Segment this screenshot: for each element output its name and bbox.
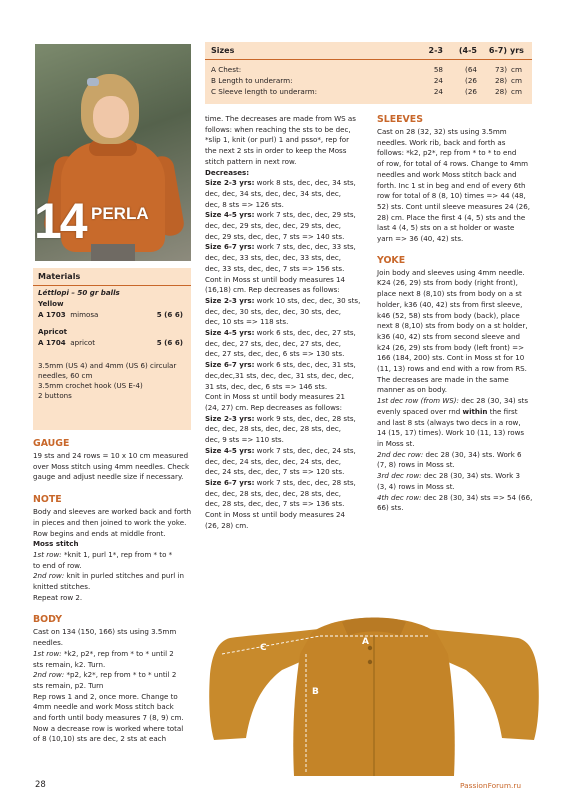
size-label: Size 4-5 yrs:	[205, 210, 255, 220]
sizes-row-value: 73)	[495, 65, 507, 74]
text-line: Cont in Moss st until body measures 24	[205, 510, 346, 520]
text-line: (16,18) cm. Rep decreases as follows:	[205, 285, 340, 295]
text-line: time. The decreases are made from WS as	[205, 114, 356, 123]
watermark: PassionForum.ru	[460, 781, 522, 790]
yarn-title: Léttlopi – 50 gr balls	[38, 288, 120, 297]
sizes-row-label: B Length to underarm:	[211, 76, 293, 85]
text-line: (7, 8) rows in Moss st.	[377, 460, 455, 470]
text-line: forth. Inc 1 st in beg and end of every 6th	[377, 180, 526, 190]
row-label: 2nd row:	[33, 670, 65, 680]
text-line: Cont in Moss st until body measures 21	[205, 392, 346, 402]
text-line: dec, 29 sts, dec, dec, 7 sts => 140 sts.	[205, 231, 345, 241]
text-line: K24 (26, 29) sts from body (right front),	[377, 278, 518, 288]
text-line: dec, 27 sts, dec, dec, 6 sts => 130 sts.	[205, 349, 345, 359]
text-line: holder, k36 (40, 42) sts from first sleeve,	[377, 299, 523, 309]
text-line: dec, dec, 33 sts, dec, dec, 33 sts, dec,	[205, 253, 342, 263]
color-qty: 5 (6 6)	[156, 338, 183, 347]
text-line: dec, dec, 30 sts, dec, dec, 30 sts, dec,	[205, 306, 342, 316]
photo-hair-bow	[87, 78, 99, 86]
pattern-number: 14	[34, 193, 86, 249]
text-line: k46 (52, 58) sts from body (back), place	[377, 310, 520, 320]
color-line	[38, 338, 95, 348]
text-line: and forth until body measures 7 (8, 9) cm.	[33, 713, 184, 723]
color-code: A 1704	[38, 338, 66, 347]
size-text: work 10 sts, dec, dec, 30 sts,	[254, 295, 361, 305]
color-group: Yellow	[38, 299, 64, 308]
text-line: dec, dec, 28 sts, dec, dec, 28 sts, dec,	[205, 424, 342, 434]
sizes-row-value: 58	[433, 65, 443, 74]
gauge-heading: GAUGE	[33, 438, 70, 449]
text-line: dec, dec, 29 sts, dec, dec, 29 sts, dec,	[205, 221, 342, 231]
sizes-row-label: A Chest:	[211, 65, 242, 74]
text-line	[33, 649, 193, 660]
text-line: 52) sts. Cont until sleeve measures 24 (26,	[377, 201, 530, 211]
size-label: Size 6-7 yrs:	[205, 360, 255, 370]
text-line: 31 sts, dec, dec, 6 sts => 146 sts.	[205, 381, 328, 391]
text-line: sts remain, p2. Turn	[33, 680, 104, 690]
sizes-row-value: (26	[465, 87, 477, 96]
text-line: needles and work Moss stitch back and	[377, 169, 517, 179]
row-label: 2nd row:	[33, 571, 65, 581]
left-column	[33, 438, 193, 745]
sizes-row-value: 28)	[495, 87, 507, 96]
text-line: dec, 8 sts => 126 sts.	[205, 199, 284, 209]
sizes-row-value: 24	[433, 87, 443, 96]
text-line	[205, 360, 370, 371]
text-line	[377, 471, 537, 482]
sizes-header-size1: 2-3	[428, 46, 443, 55]
text-line: of 8 (10,10) sts are dec, 2 sts at each	[33, 734, 167, 744]
emphasis: within	[462, 406, 488, 416]
row-label: 2nd dec row:	[377, 449, 424, 459]
color-code: A 1703	[38, 310, 66, 319]
text-line: and last 8 sts (always two decs in a row,	[377, 417, 521, 427]
cardigan-diagram	[208, 614, 540, 782]
text-line: Rep rows 1 and 2, once more. Change to	[33, 691, 178, 701]
row-text: evenly spaced over rnd	[377, 406, 463, 416]
text-line: Cast on 28 (32, 32) sts using 3.5mm	[377, 127, 507, 136]
sizes-row-unit: cm	[511, 87, 522, 96]
text-line: (24, 27) cm. Rep decreases as follows:	[205, 402, 342, 412]
text-line	[205, 478, 370, 489]
text-line: stitch pattern in next row.	[205, 156, 297, 166]
text-line: dec, dec, 34 sts, dec, dec, 34 sts, dec,	[205, 188, 342, 198]
text-line: dec, 9 sts => 110 sts.	[205, 435, 284, 445]
row-label: 1st row:	[33, 549, 62, 559]
size-label: Size 4-5 yrs:	[205, 445, 255, 455]
color-name: apricot	[70, 338, 95, 347]
sizes-row-value: (26	[465, 76, 477, 85]
row-text: dec 28 (30, 34) sts => 54 (66,	[421, 492, 533, 502]
text-line: Now a decrease row is worked where total	[33, 723, 184, 733]
size-text: work 7 sts, dec, dec, 28 sts,	[254, 477, 356, 487]
row-label: 4th dec row:	[377, 492, 422, 502]
text-line: dec, dec, 27 sts, dec, dec, 27 sts, dec,	[205, 338, 342, 348]
color-line	[38, 310, 98, 320]
sizes-row-value: (64	[465, 65, 477, 74]
text-line	[377, 450, 537, 461]
sleeves-heading: SLEEVES	[377, 114, 423, 125]
right-column	[377, 114, 537, 514]
button-icon	[368, 660, 372, 664]
text-line: Body and sleeves are worked back and forth	[33, 507, 192, 517]
hook-line: 3.5mm crochet hook (US E-4)	[38, 381, 143, 390]
decreases-heading: Decreases:	[205, 167, 250, 177]
row-text: knit in purled stitches and purl in	[64, 571, 184, 581]
sizes-table	[205, 42, 532, 104]
text-line	[205, 414, 370, 425]
materials-rule	[33, 285, 191, 286]
sizes-row-unit: cm	[511, 76, 522, 85]
page-number: 28	[35, 780, 46, 790]
text-line	[33, 550, 193, 561]
size-text: work 7 sts, dec, dec, 29 sts,	[254, 210, 356, 220]
text-line: row for total of 8 (8, 10) times => 44 (48,	[377, 191, 526, 201]
text-line: dec, dec, 24 sts, dec, dec, 24 sts, dec,	[205, 456, 342, 466]
text-line: needles.	[33, 638, 64, 648]
text-line: Cast on 134 (150, 166) sts using 3.5mm	[33, 627, 177, 637]
label-b: B	[312, 687, 319, 697]
size-label: Size 2-3 yrs:	[205, 413, 255, 423]
text-line: to end of row.	[33, 560, 82, 570]
text-line	[33, 670, 193, 681]
text-line: yarn => 36 (40, 42) sts.	[377, 234, 464, 244]
text-line: dec, 33 sts, dec, dec, 7 sts => 156 sts.	[205, 263, 345, 273]
row-text: *k2, p2*, rep from * to * until 2	[61, 648, 174, 658]
materials-title: Materials	[38, 272, 81, 281]
text-line: dec, 24 sts, dec, dec, 7 sts => 120 sts.	[205, 467, 345, 477]
row-text: *p2, k2*, rep from * to * until 2	[64, 670, 177, 680]
text-line	[377, 396, 537, 407]
text-line: (11, 13) rows and end with a row from RS.	[377, 364, 527, 374]
text-line	[205, 446, 370, 457]
sizes-rule	[205, 59, 532, 60]
text-line: *slip 1, knit (or purl) 1 and psso*, rep for	[205, 135, 350, 145]
label-a: A	[362, 637, 369, 647]
text-line: 66) sts.	[377, 503, 404, 513]
color-group: Apricot	[38, 327, 67, 336]
text-line: needles. Work rib, back and forth as	[377, 137, 506, 147]
text-line: Cont in Moss st until body measures 14	[205, 274, 346, 284]
buttons-line: 2 buttons	[38, 391, 72, 400]
size-text: work 7 sts, dec, dec, 24 sts,	[254, 445, 356, 455]
text-line	[377, 407, 537, 418]
text-line: last 4 (4, 5) sts on a st holder or waste	[377, 223, 515, 233]
text-line: gauge and adjust needle size if necessary.	[33, 472, 184, 482]
text-line	[377, 493, 537, 504]
text-line	[205, 328, 370, 339]
text-line: dec, dec, 28 sts, dec, dec, 28 sts, dec,	[205, 488, 342, 498]
text-line: dec,dec,31 sts, dec, dec, 31 sts, dec, dec,	[205, 370, 354, 380]
row-label: 1st dec row (from WS):	[377, 396, 459, 406]
sizes-header-size2: (4-5	[458, 46, 477, 55]
text-line: 14 (15, 17) times). Work 10 (11, 13) rows	[377, 428, 525, 438]
text-line: the next 2 sts in order to keep the Moss	[205, 146, 347, 156]
size-label: Size 4-5 yrs:	[205, 328, 255, 338]
text-line: in Moss st.	[377, 438, 415, 448]
size-text: work 6 sts, dec, dec, 31 sts,	[254, 360, 356, 370]
text-line: manner as on body.	[377, 385, 447, 395]
text-line: dec, 10 sts => 118 sts.	[205, 317, 289, 327]
moss-stitch-heading: Moss stitch	[33, 539, 79, 549]
text-line: The decreases are made in the same	[377, 374, 509, 384]
size-label: Size 6-7 yrs:	[205, 477, 255, 487]
size-text: work 6 sts, dec, dec, 27 sts,	[254, 328, 356, 338]
note-heading: NOTE	[33, 494, 62, 506]
text-line: place next 8 (8,10) sts from body on a st	[377, 289, 522, 299]
text-line	[205, 178, 370, 189]
color-name: mimosa	[70, 310, 99, 319]
row-text: dec 28 (30, 34) sts	[458, 396, 529, 406]
text-line: (3, 4) rows in Moss st.	[377, 481, 455, 491]
text-line: of row, for total of 4 rows. Change to 4mm	[377, 159, 529, 169]
pattern-name: PERLA	[91, 204, 149, 223]
label-c: C	[260, 643, 267, 653]
text-line: (26, 28) cm.	[205, 520, 249, 530]
text-line: sts remain, k2. Turn.	[33, 659, 106, 669]
text-line	[205, 296, 370, 307]
body-heading: BODY	[33, 614, 63, 626]
sizes-row-unit: cm	[511, 65, 522, 74]
row-text: *knit 1, purl 1*, rep from * to *	[61, 549, 173, 559]
text-line: 19 sts and 24 rows = 10 x 10 cm measured	[33, 451, 189, 460]
text-line: 4mm needle and work Moss stitch back	[33, 702, 174, 712]
text-line: Row begins and ends at middle front.	[33, 528, 166, 538]
sizes-row-value: 24	[433, 76, 443, 85]
sizes-row-label: C Sleeve length to underarm:	[211, 87, 318, 96]
yoke-heading: YOKE	[377, 254, 406, 266]
text-line: 28) cm. Place the first 4 (4, 5) sts and the	[377, 212, 526, 222]
row-text: the first	[487, 406, 518, 416]
sizes-row-value: 28)	[495, 76, 507, 85]
text-line: next 8 (8,10) sts from body on a st holder,	[377, 321, 528, 331]
row-text: dec 28 (30, 34) sts. Work 3	[421, 471, 520, 481]
needles-line: needles, 60 cm	[38, 371, 93, 380]
size-label: Size 2-3 yrs:	[205, 295, 255, 305]
size-label: Size 2-3 yrs:	[205, 178, 255, 188]
size-text: work 8 sts, dec, dec, 34 sts,	[254, 178, 356, 188]
row-label: 1st row:	[33, 648, 62, 658]
color-qty: 5 (6 6)	[156, 310, 183, 319]
photo-legs	[91, 244, 135, 261]
middle-column	[205, 114, 370, 531]
text-line	[205, 242, 370, 253]
text-line	[205, 210, 370, 221]
photo-face	[93, 96, 129, 138]
row-label: 3rd dec row:	[377, 471, 422, 481]
text-line: over Moss stitch using 4mm needles. Check	[33, 461, 190, 471]
materials-box	[33, 268, 191, 430]
text-line: follows: when reaching the sts to be dec,	[205, 124, 351, 134]
text-line: k24 (26, 29) sts from body (left front) =>	[377, 342, 525, 352]
sizes-header-label: Sizes	[211, 46, 235, 55]
text-line: knitted stitches.	[33, 582, 91, 592]
row-text: dec 28 (30, 34) sts. Work 6	[423, 449, 522, 459]
text-line: dec, 28 sts, dec, dec, 7 sts => 136 sts.	[205, 499, 345, 509]
text-line: Join body and sleeves using 4mm needle.	[377, 267, 525, 277]
text-line: 166 (184, 200) sts. Cont in Moss st for 10	[377, 353, 525, 363]
sizes-header-size3: 6-7)	[488, 46, 507, 55]
text-line: k36 (40, 42) sts from second sleeve and	[377, 331, 521, 341]
text-line	[33, 571, 193, 582]
text-line: Repeat row 2.	[33, 592, 83, 602]
size-text: work 7 sts, dec, dec, 33 sts,	[254, 242, 356, 252]
text-line: follows: *k2, p2*, rep from * to * to end	[377, 148, 517, 158]
size-label: Size 6-7 yrs:	[205, 242, 255, 252]
size-text: work 9 sts, dec, dec, 28 sts,	[254, 413, 356, 423]
text-line: in pieces and then joined to work the yoke.	[33, 517, 187, 527]
needles-line: 3.5mm (US 4) and 4mm (US 6) circular	[38, 361, 177, 370]
sizes-header-unit: yrs	[510, 46, 524, 55]
